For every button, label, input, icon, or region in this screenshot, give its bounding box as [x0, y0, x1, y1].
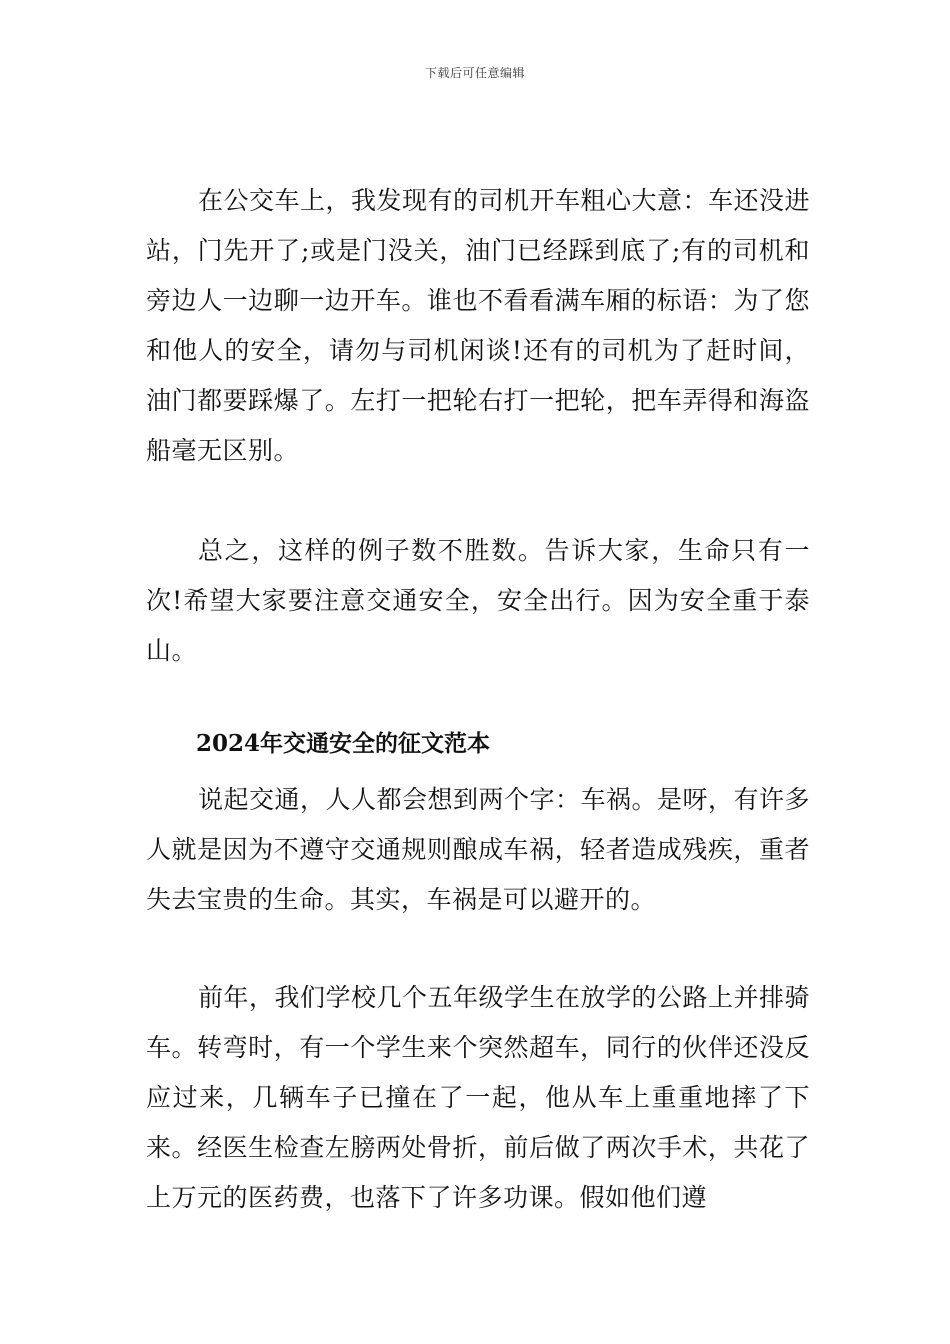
paragraph-conclusion: 总之，这样的例子数不胜数。告诉大家，生命只有一次!希望大家要注意交通安全，安全出行。因为安全重于泰山。 — [146, 536, 810, 665]
paragraph-intro: 说起交通，人人都会想到两个字：车祸。是呀，有许多人就是因为不遵守交通规则酿成车祸，轻者造成残疾，重者失去宝贵的生命。其实，车祸是可以避开的。 — [146, 785, 811, 914]
paragraph-story: 前年，我们学校几个五年级学生在放学的公路上并排骑车。转弯时，有一个学生来个突然超车，同行的伙伴还没反应过来，几辆车子已撞在了一起，他从车上重重地摔了下来。经医生检查左膀两处骨折，前后做了两次手术，共花了上万元的医药费，也落下了许多功课。假如他们遵 — [146, 983, 811, 1212]
paragraph-bus-drivers: 在公交车上，我发现有的司机开车粗心大意：车还没进站，门先开了;或是门没关，油门已经踩到底了;有的司机和旁边人一边聊一边开车。谁也不看看满车厢的标语：为了您和他人的安全，请勿与司机闲谈!还有的司机为了赶时间，油门都要踩爆了。左打一把轮右打一把轮，把车弄得和海盗船毫无区别。 — [146, 186, 811, 465]
page-header: 下载后可任意编辑 — [424, 66, 525, 80]
section-title: 2024年交通安全的征文范本 — [196, 730, 491, 757]
